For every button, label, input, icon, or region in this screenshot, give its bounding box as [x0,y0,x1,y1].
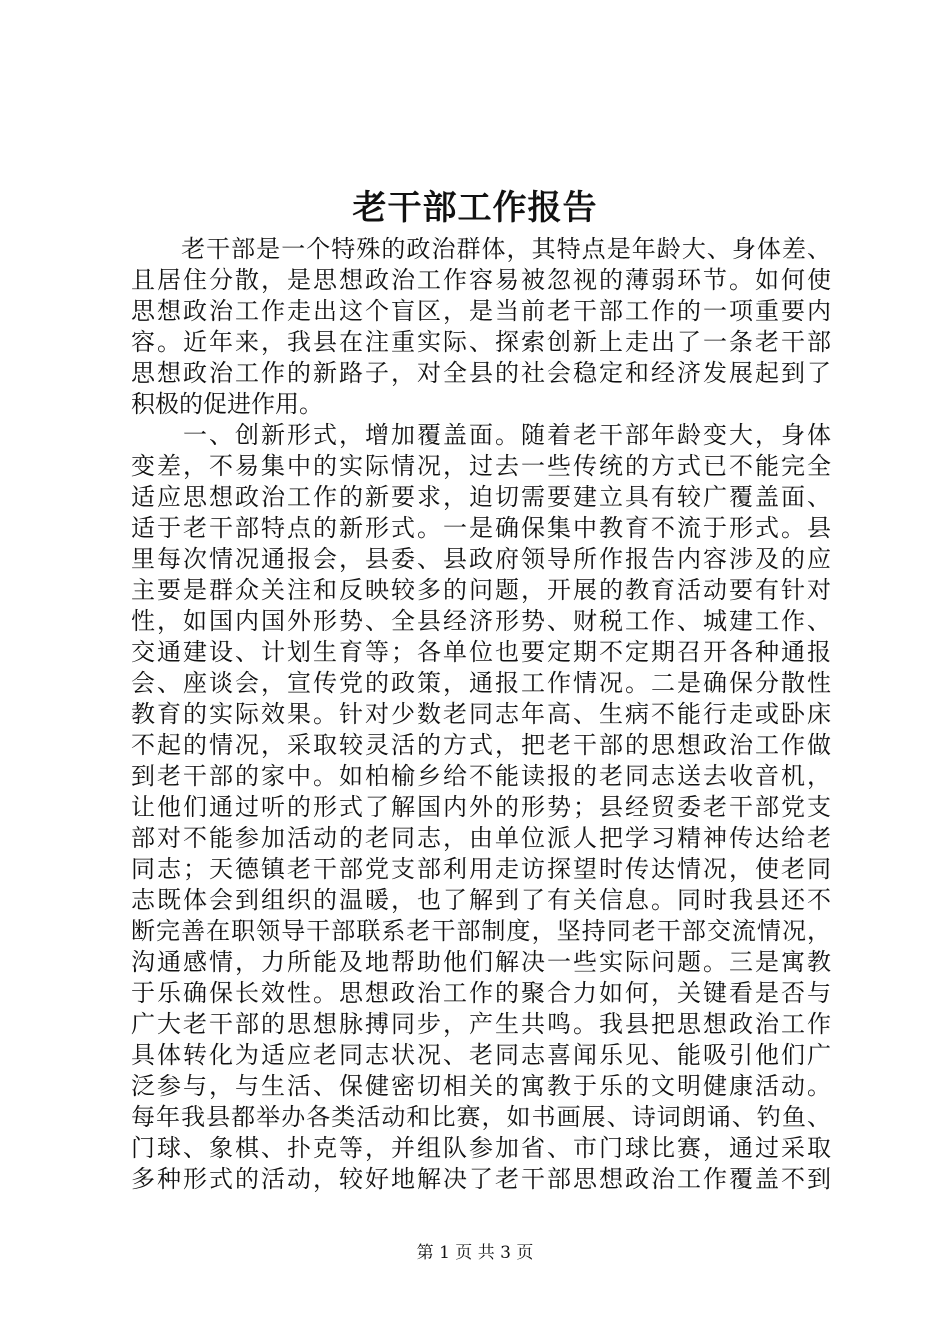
document-title: 老干部工作报告 [352,188,598,228]
body-line: 同志；天德镇老干部党支部利用走访探望时传达情况，使老同 [131,855,831,883]
body-line: 门球、象棋、扑克等，并组队参加省、市门球比赛，通过采取 [131,1134,831,1162]
body-line: 多种形式的活动，较好地解决了老干部思想政治工作覆盖不到 [131,1165,831,1193]
body-line: 容。近年来，我县在注重实际、探索创新上走出了一条老干部 [131,328,831,356]
body-line: 主要是群众关注和反映较多的问题，开展的教育活动要有针对 [131,576,831,604]
body-line: 思想政治工作走出这个盲区，是当前老干部工作的一项重要内 [131,297,831,325]
document-body [131,234,831,1195]
body-line: 广大老干部的思想脉搏同步，产生共鸣。我县把思想政治工作 [131,1010,831,1038]
body-line: 变差，不易集中的实际情况，过去一些传统的方式已不能完全 [131,452,831,480]
body-line: 适于老干部特点的新形式。一是确保集中教育不流于形式。县 [131,514,831,542]
body-line: 交通建设、计划生育等；各单位也要定期不定期召开各种通报 [131,638,831,666]
body-line: 沟通感情，力所能及地帮助他们解决一些实际问题。三是寓教 [131,948,831,976]
body-line: 适应思想政治工作的新要求，迫切需要建立具有较广覆盖面、 [131,483,831,511]
body-line: 积极的促进作用。 [131,390,323,418]
body-line: 会、座谈会，宣传党的政策，通报工作情况。二是确保分散性 [131,669,831,697]
body-line: 断完善在职领导干部联系老干部制度，坚持同老干部交流情况， [131,917,831,945]
body-line: 教育的实际效果。针对少数老同志年高、生病不能行走或卧床 [131,700,831,728]
body-line: 思想政治工作的新路子，对全县的社会稳定和经济发展起到了 [131,359,831,387]
body-line: 志既体会到组织的温暖，也了解到了有关信息。同时我县还不 [131,886,831,914]
body-line: 让他们通过听的形式了解国内外的形势；县经贸委老干部党支 [131,793,831,821]
body-line: 于乐确保长效性。思想政治工作的聚合力如何，关键看是否与 [131,979,831,1007]
body-line: 每年我县都举办各类活动和比赛，如书画展、诗词朗诵、钓鱼、 [131,1103,831,1131]
body-line: 里每次情况通报会，县委、县政府领导所作报告内容涉及的应 [131,545,831,573]
body-line: 部对不能参加活动的老同志，由单位派人把学习精神传达给老 [131,824,831,852]
body-line: 不起的情况，采取较灵活的方式，把老干部的思想政治工作做 [131,731,831,759]
page-number-footer: 第 1 页 共 3 页 [416,1243,534,1263]
body-line: 具体转化为适应老同志状况、老同志喜闻乐见、能吸引他们广 [131,1041,831,1069]
body-line: 到老干部的家中。如柏榆乡给不能读报的老同志送去收音机， [131,762,831,790]
body-line: 性，如国内国外形势、全县经济形势、财税工作、城建工作、 [131,607,831,635]
body-line: 且居住分散，是思想政治工作容易被忽视的薄弱环节。如何使 [131,266,831,294]
body-line: 老干部是一个特殊的政治群体，其特点是年龄大、身体差、 [131,235,831,263]
body-line: 一、创新形式，增加覆盖面。随着老干部年龄变大，身体 [131,421,831,449]
body-line: 泛参与，与生活、保健密切相关的寓教于乐的文明健康活动。 [131,1072,831,1100]
